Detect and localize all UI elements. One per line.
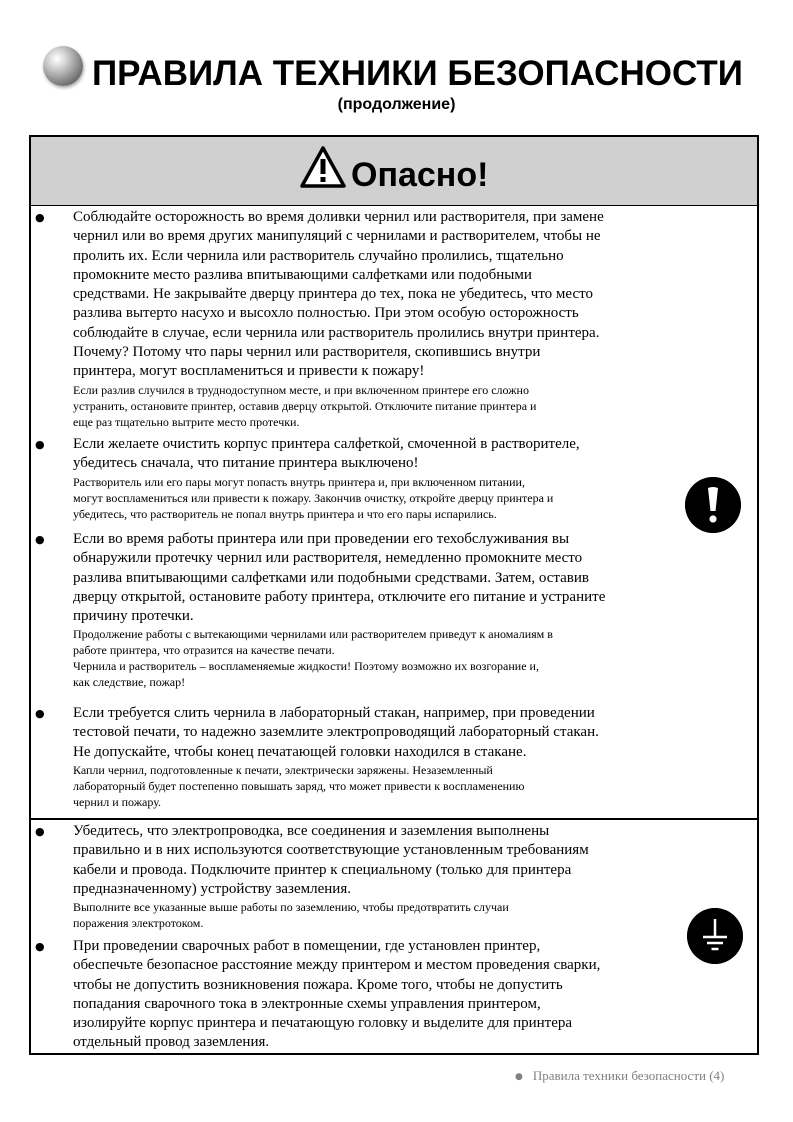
footer-text: Правила техники безопасности (4) (532, 1068, 725, 1083)
danger-box (29, 135, 759, 1055)
item-text: При проведении сварочных работ в помещении, где установлен принтер, обеспечьте безопасное расстояние между принтером и местом проведения сварки, чтобы не допустить возникновения пожара. Кроме того, чтобы не допустить попадания сварочного тока в электронные схемы управления принтером, изолируйте корпус принтера и печатающую головку и выделите для принтера отдельный провод заземления. (73, 938, 601, 1051)
item-note: Продолжение работы с вытекающими чернилами или растворителем приведут к аномалиям в работе принтера, что отразится на качестве печати. Чернила и растворитель – воспламеняемые жидкости! Поэтому возможно их возгорание и, как следствие, пожар! (73, 627, 553, 690)
danger-section-electric (31, 818, 757, 1053)
item-note: Растворитель или его пары могут попасть внутрь принтера и, при включенном питании, могут воспламениться или привести к пожару. Закончив очистку, откройте дверцу принтера и убедитесь, что растворитель не попал внутрь принтера и что его пары испарились. (73, 474, 554, 521)
page-title: ПРАВИЛА ТЕХНИКИ БЕЗОПАСНОСТИ (92, 54, 743, 93)
bullet: ● (35, 940, 45, 953)
bullet: ● (35, 825, 45, 838)
danger-header (31, 137, 757, 206)
footer-bullet: ● (515, 1072, 523, 1082)
item-text: Если во время работы принтера или при проведении его техобслуживания вы обнаружили протечку чернил или растворителя, немедленно промокните место разлива впитывающими салфетками или подобными средствами. Затем, оставив дверцу открытой, остановите работу принтера, отключите его питание и устраните причину протечки. (73, 531, 606, 625)
bullet: ● (35, 707, 45, 720)
item-text: Убедитесь, что электропроводка, все соединения и заземления выполнены правильно и в них используются соответствующие установленным требованиям кабели и провода. Подключите принтер к специальному (только для принтера предназначенному) устройству заземления. (73, 823, 589, 897)
danger-title: Опасно! (351, 156, 489, 194)
item-note: Выполните все указанные выше работы по заземлению, чтобы предотвратить случаи поражения электротоком. (73, 900, 509, 931)
item-note: Если разлив случился в труднодоступном месте, и при включенном принтере его сложно устранить, остановите принтер, оставив дверцу открытой. Отключите питание принтера и еще раз тщательно вытрите место протечки. (73, 382, 537, 429)
page-footer (515, 1068, 724, 1084)
bullet: ● (35, 211, 45, 224)
bullet: ● (35, 438, 45, 451)
ground-icon (687, 908, 743, 964)
danger-section-fire (31, 206, 757, 817)
sphere-icon (43, 46, 83, 86)
exclamation-icon (685, 477, 741, 533)
item-text: Соблюдайте осторожность во время доливки чернил или растворителя, при замене чернил или во время других манипуляций с чернилами и растворителем, чтобы не пролить их. Если чернила или растворитель случайно пролились, тщательно промокните место разлива впитывающими салфетками или подобными средствами. Не закрывайте дверцу принтера до тех, пока не убедитесь, что место разлива вытерто насухо и высохло полностью. При этом особую осторожность соблюдайте в случае, если чернила или растворитель пролились внутри принтера. Почему? Потому что пары чернил или растворителя, скопившись внутри принтера, могут воспламениться и привести к пожару! (73, 209, 604, 380)
bullet: ● (35, 533, 45, 546)
warning-triangle-icon (299, 145, 347, 189)
item-text: Если желаете очистить корпус принтера салфеткой, смоченной в растворителе, убедитесь сначала, что питание принтера выключено! (73, 436, 580, 472)
page-subtitle: (продолжение) (337, 96, 456, 113)
item-text: Если требуется слить чернила в лабораторный стакан, например, при проведении тестовой печати, то надежно заземлите электропроводящий лабораторный стакан. Не допускайте, чтобы конец печатающей головки находился в стакане. (73, 705, 599, 760)
item-note: Капли чернил, подготовленные к печати, электрически заряжены. Незаземленный лабораторный будет постепенно повышать заряд, что может привести к воспламенению чернил и пожару. (73, 762, 525, 809)
